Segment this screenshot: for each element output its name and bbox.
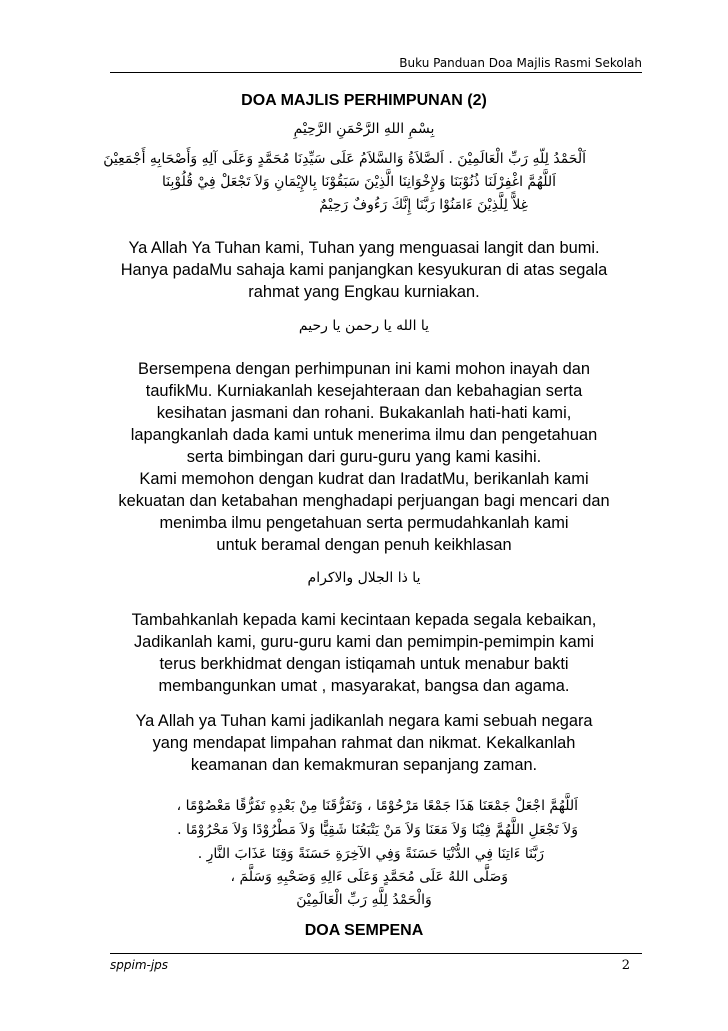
paragraph-line: menimba ilmu pengetahuan serta permudahkanlah kami — [159, 514, 569, 532]
section-title: DOA SEMPENA — [304, 922, 424, 939]
arabic-closing-line-4: وَصَلَّى اللهُ عَلَى مُحَمَّدٍ وَعَلَى ءَالِهِ وَصَحْبِهِ وَسَلَّمَ ، — [230, 869, 508, 885]
basmalah: بِسْمِ اللهِ الرَّحْمَنِ الرَّحِيْمِ — [293, 121, 435, 137]
arabic-opening-line-2: اَللَّهُمَّ اغْفِرْلَنَا ذُنُوْبَنَا وَلإِخْوَانِنَا الَّذِيْنَ سَبَقُوْنَا بِالإِيْمَانِ وَلاَ تَجْعَلْ فِيْ قُلُوْبِنَا — [161, 174, 556, 190]
page-title: DOA MAJLIS PERHIMPUNAN (2) — [241, 92, 487, 109]
paragraph-5 — [102, 710, 626, 776]
paragraph-2 — [102, 358, 626, 468]
paragraph-line: Jadikanlah kami, guru-guru kami dan pemimpin-pemimpin kami — [133, 633, 595, 651]
arabic-closing-line-1: اَللَّهُمَّ اجْعَلْ جَمْعَنَا هَذَا جَمْعًا مَرْحُوْمًا ، وَتَفَرُّقَنَا مِنْ بَعْدِهِ تَفَرُّقًا مَعْصُوْمًا ، — [176, 798, 578, 814]
invocation-2: يا ذا الجلال والاكرام — [307, 570, 421, 586]
paragraph-line: Kami memohon dengan kudrat dan IradatMu, berikanlah kami — [139, 470, 589, 488]
arabic-closing-line-5: وَالْحَمْدُ لِلَّهِ رَبِّ الْعَالَمِيْنَ — [296, 892, 432, 908]
paragraph-line: kesihatan jasmani dan rohani. Bukakanlah hati-hati kami, — [156, 404, 572, 422]
paragraph-3 — [102, 468, 626, 556]
arabic-opening-line-3: غِلاًّ لِلَّذِيْنَ ءَامَنُوْا رَبَّنَا إِنَّكَ رَءُوفٌ رَحِيْمٌ — [319, 197, 528, 213]
paragraph-line: kekuatan dan ketabahan menghadapi perjuangan bagi mencari dan — [118, 492, 610, 510]
paragraph-line: serta bimbingan dari guru-guru yang kami kasihi. — [186, 448, 542, 466]
running-header: Buku Panduan Doa Majlis Rasmi Sekolah — [399, 56, 642, 70]
paragraph-line: untuk beramal dengan penuh keikhlasan — [216, 536, 512, 554]
footer-rule — [110, 953, 642, 954]
paragraph-line: Hanya padaMu sahaja kami panjangkan kesyukuran di atas segala — [120, 261, 608, 279]
paragraph-line: Tambahkanlah kepada kami kecintaan kepada segala kebaikan, — [131, 611, 597, 629]
paragraph-1 — [102, 237, 626, 303]
paragraph-line: keamanan dan kemakmuran sepanjang zaman. — [190, 756, 538, 774]
arabic-closing-line-3: رَبَّنَا ءَاتِنَا فِي الدُّنْيَا حَسَنَةً وَفِي الآخِرَةِ حَسَنَةً وَقِنَا عَذَابَ النَّارِ . — [197, 846, 544, 862]
paragraph-line: Bersempena dengan perhimpunan ini kami mohon inayah dan — [138, 360, 590, 378]
paragraph-line: terus berkhidmat dengan istiqamah untuk menabur bakti — [159, 655, 569, 673]
arabic-closing-line-2: وَلاَ تَجْعَلِ اللَّهُمَّ فِيْنَا وَلاَ مَعَنَا وَلاَ مَنْ يَتْبَعُنَا شَقِيًّا وَلاَ مَطْرُوْدًا وَلاَ مَحْرُوْمًا . — [177, 822, 578, 838]
paragraph-4 — [102, 609, 626, 697]
footer-label: sppim-jps — [110, 958, 169, 972]
paragraph-line: Ya Allah Ya Tuhan kami, Tuhan yang menguasai langit dan bumi. — [128, 239, 600, 257]
page-number: 2 — [621, 958, 630, 973]
paragraph-line: yang mendapat limpahan rahmat dan nikmat. Kekalkanlah — [152, 734, 576, 752]
paragraph-line: rahmat yang Engkau kurniakan. — [248, 283, 480, 301]
paragraph-line: membangunkan umat , masyarakat, bangsa dan agama. — [158, 677, 570, 695]
paragraph-line: taufikMu. Kurniakanlah kesejahteraan dan kebahagian serta — [145, 382, 583, 400]
paragraph-line: Ya Allah ya Tuhan kami jadikanlah negara kami sebuah negara — [135, 712, 593, 730]
arabic-opening-line-1: اَلْحَمْدُ لِلّهِ رَبِّ الْعَالَمِيْنَ . اَلصَّلاَةُ وَالسَّلاَمُ عَلَى سَيِّدِنَا مُحَمَّدٍ وَعَلَى آلِهِ وَأَصْحَابِهِ أَجْمَعِيْنَ — [103, 151, 586, 167]
invocation-1: يا الله يا رحمن يا رحيم — [298, 318, 430, 334]
paragraph-line: lapangkanlah dada kami untuk menerima ilmu dan pengetahuan — [130, 426, 598, 444]
header-rule — [110, 72, 642, 73]
